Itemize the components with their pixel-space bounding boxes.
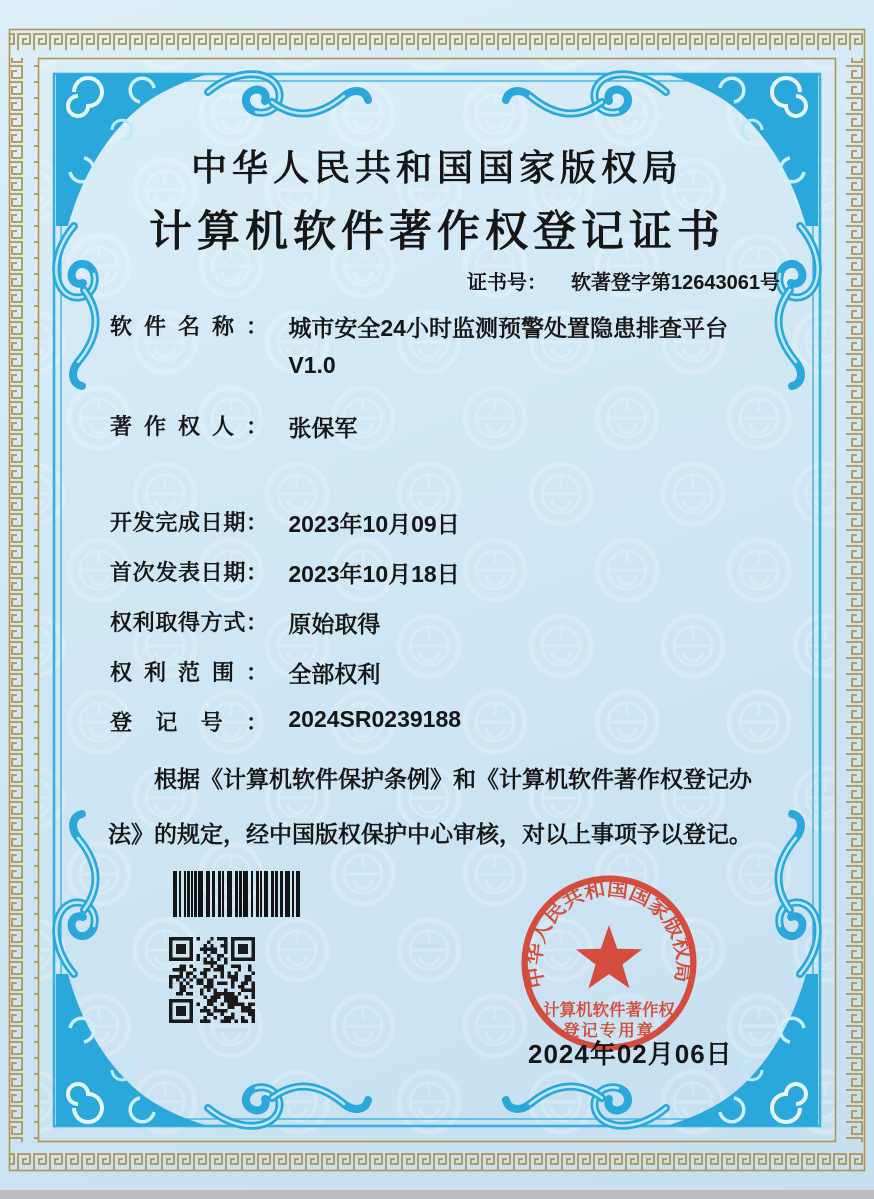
certificate-number	[467, 266, 780, 295]
seal-ring-text: 中华人民共和国国家版权局	[523, 878, 695, 990]
issuing-authority-title: 中华人民共和国国家版权局	[190, 148, 683, 188]
seal-star-icon	[576, 925, 642, 988]
field-registration-number	[110, 706, 461, 737]
field-label: 权利取得方式：	[110, 610, 268, 635]
certificate-title: 计算机软件著作权登记证书	[149, 209, 725, 256]
field-value: 原始取得	[288, 611, 381, 637]
field-label: 登记号：	[110, 710, 268, 735]
seal-sub-line1: 计算机软件著作权	[543, 1001, 675, 1020]
field-rights-scope	[110, 656, 380, 689]
field-value: 2023年10月09日	[288, 511, 460, 537]
software-version: V1.0	[288, 352, 336, 378]
photo-edge	[0, 1190, 874, 1199]
registration-statement: 根据《计算机软件保护条例》和《计算机软件著作权登记办法》的规定，经中国版权保护中心审核，对以上事项予以登记。	[108, 766, 752, 847]
field-value: 2024SR0239188	[288, 706, 462, 732]
qr-code	[169, 937, 255, 1023]
barcode	[173, 871, 305, 917]
field-value: 全部权利	[288, 661, 381, 687]
seal-sub-line2: 登记专用章	[562, 1021, 656, 1040]
field-dev-complete-date	[110, 506, 460, 539]
certificate-number-value: 软著登字第12643061号	[571, 272, 780, 294]
field-label: 软件名称：	[110, 314, 268, 339]
field-value: 2023年10月18日	[288, 561, 460, 587]
software-name: 城市安全24小时监测预警处置隐患排查平台	[288, 315, 728, 341]
field-rights-acquisition	[110, 606, 380, 639]
field-label: 著作权人：	[110, 414, 268, 439]
field-label: 开发完成日期：	[110, 510, 268, 535]
field-software-name	[110, 310, 728, 379]
field-copyright-owner	[110, 410, 357, 443]
issue-date: 2024年02月06日	[528, 1039, 733, 1069]
official-seal	[512, 866, 706, 1060]
certificate-number-label: 证书号：	[467, 272, 548, 294]
field-label: 权利范围：	[110, 660, 268, 685]
field-first-publish-date	[110, 556, 460, 589]
field-label: 首次发表日期：	[110, 560, 268, 585]
field-value: 张保军	[288, 415, 358, 441]
field-value	[288, 310, 728, 379]
